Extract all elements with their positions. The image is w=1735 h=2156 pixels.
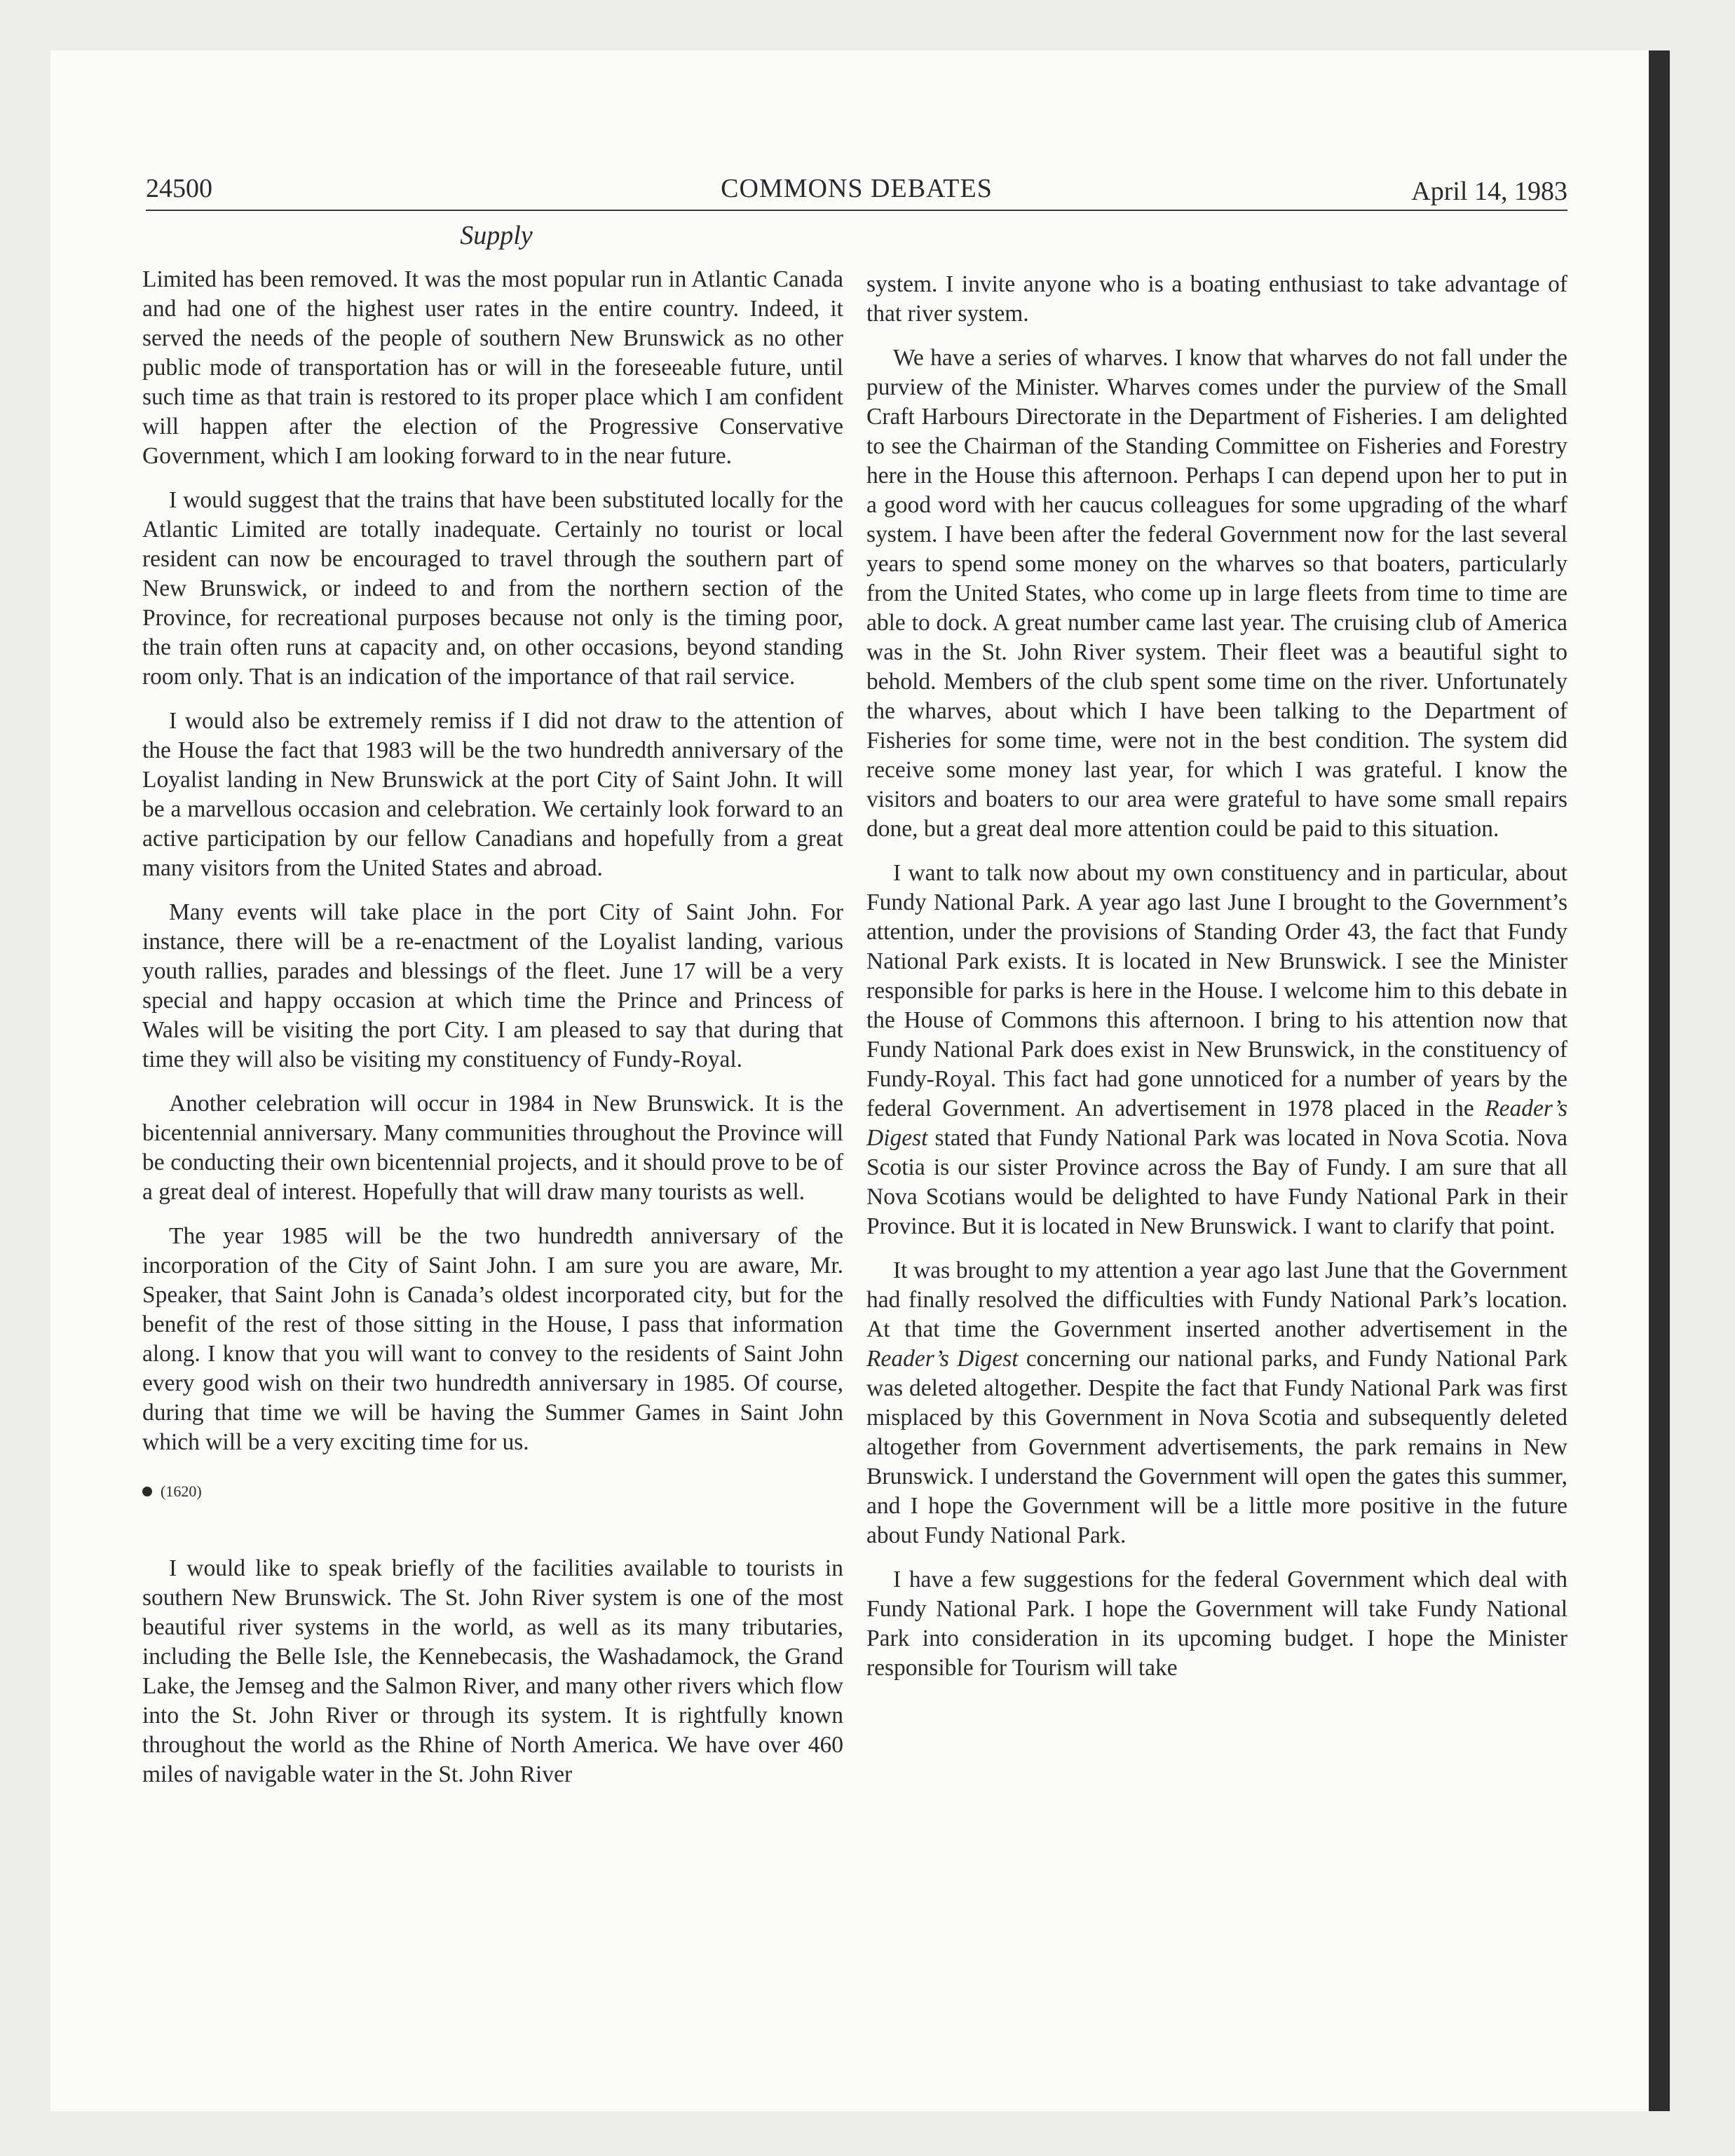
publication-title: COMMONS DEBATES: [721, 174, 993, 203]
paragraph: I have a few suggestions for the federal Government which deal with Fundy National Park. I hope the Government will take Fundy National Park into consideration in its upcoming budget. I hope the Minister responsible for Tourism will take: [866, 1567, 1567, 1681]
paragraph: Many events will take place in the port City of Saint John. For instance, there will be a re-enactment of the Loyalist landing, various youth rallies, parades and blessings of the fleet. June 17 will be a very special and happy occasion at which time the Prince and Princess of Wales will be visiting the port City. I am pleased to say that during that time they will also be visiting my constituency of Fundy-Royal.: [142, 899, 843, 1072]
paragraph-text: stated that Fundy National Park was located in Nova Scotia. Nova Scotia is our sister Province across the Bay of Fundy. I am sure that all Nova Scotians would be delighted to have Fundy National Park in their Province. But it is located in New Brunswick. I want to clarify that point.: [866, 1125, 1567, 1239]
paragraph: The year 1985 will be the two hundredth anniversary of the incorporation of the City of Saint John. I am sure you are aware, Mr. Speaker, that Saint John is Canada’s oldest incorporated city, but for the benefit of the rest of those sitting in the House, I pass that information along. I know that you will want to convey to the residents of Saint John every good wish on their two hundredth anniversary in 1985. Of course, during that time we will be having the Summer Games in Saint John which will be a very exciting time for us.: [142, 1223, 843, 1455]
scan-edge: [1649, 50, 1670, 2111]
paragraph: Another celebration will occur in 1984 in New Brunswick. It is the bicentennial anniversary. Many communities throughout the Province will be conducting their own bicentennial projects, and it should prove to be of a great deal of interest. Hopefully that will draw many tourists as well.: [142, 1091, 843, 1205]
paragraph-text: I want to talk now about my own constituency and in particular, about Fundy National Park. A year ago last June I brought to the Government’s attention, under the provisions of Standing Order 43, the fact that Fundy National Park exists. It is located in New Brunswick. I see the Minister responsible for parks is here in the House. I welcome him to this debate in the House of Commons this afternoon. I bring to his attention now that Fundy National Park does exist in New Brunswick, in the constituency of Fundy-Royal. This fact had gone unnoticed for a number of years by the federal Government. An advertisement in 1978 placed in the: [866, 860, 1567, 1121]
paragraph: I would like to speak briefly of the facilities available to tourists in southern New Brunswick. The St. John River system is one of the most beautiful river systems in the world, as well as its many tributaries, including the Belle Isle, the Kennebecasis, the Washadamock, the Grand Lake, the Jemseg and the Salmon River, and many other rivers which flow into the St. John River or through its system. It is rightfully known throughout the world as the Rhine of North America. We have over 460 miles of navigable water in the St. John River: [142, 1555, 843, 1787]
paragraph: I would suggest that the trains that have been substituted locally for the Atlantic Limited are totally inadequate. Certainly no tourist or local resident can now be encouraged to travel through the southern part of New Brunswick, or indeed to and from the northern section of the Province, for recreational purposes because not only is the timing poor, the train often runs at capacity and, on other occasions, beyond standing room only. That is an indication of the importance of that rail service.: [142, 487, 843, 690]
paragraph: [866, 859, 1567, 1241]
time-code: (1620): [161, 1482, 202, 1500]
paragraph: Limited has been removed. It was the most popular run in Atlantic Canada and had one of the highest user rates in the entire country. Indeed, it served the needs of the people of southern New Brunswick as no other public mode of transportation has or will in the foreseeable future, until such time as that train is restored to its proper place which I am confident will happen after the election of the Progressive Conservative Government, which I am looking forward to in the near future.: [142, 266, 843, 469]
paragraph: I would also be extremely remiss if I did not draw to the attention of the House the fact that 1983 will be the two hundredth anniversary of the Loyalist landing in New Brunswick at the port City of Saint John. It will be a marvellous occasion and celebration. We certainly look forward to an active participation by our fellow Canadians and hopefully from a great many visitors from the United States and abroad.: [142, 708, 843, 881]
paragraph: We have a series of wharves. I know that wharves do not fall under the purview of the Minister. Wharves comes under the purview of the Small Craft Harbours Directorate in the Department of Fisheries. I am delighted to see the Chairman of the Standing Committee on Fisheries and Forestry here in the House this afternoon. Perhaps I can depend upon her to put in a good word with her caucus colleagues for some upgrading of the wharf system. I have been after the federal Government now for the last several years to spend some money on the wharves so that boaters, particularly from the United States, who come up in large fleets from time to time are able to dock. A great number came last year. The cruising club of America was in the St. John River system. Their fleet was a beautiful sight to behold. Members of the club spent some time on the river. Unfortunately the wharves, about which I have been talking to the Department of Fisheries for some time, were not in the best condition. The system did receive some money last year, for which I was grateful. I know the visitors and boaters to our area were grateful to have some small repairs done, but a great deal more attention could be paid to this situation.: [866, 345, 1567, 842]
page-number: 24500: [146, 174, 212, 203]
left-column: [142, 265, 843, 1804]
bullet-icon: [142, 1487, 152, 1496]
publication-name: Reader’s Digest: [866, 1096, 1568, 1151]
section-heading: Supply: [460, 221, 533, 250]
paragraph-text: concerning our national parks, and Fundy National Park was deleted altogether. Despite the fact that Fundy National Park was first misplaced by this Government in Nova Scotia and subsequently deleted altogether from Government advertisements, the park remains in New Brunswick. I understand the Government will open the gates this summer, and I hope the Government will be a little more positive in the future about Fundy National Park.: [866, 1346, 1567, 1548]
paragraph: system. I invite anyone who is a boating enthusiast to take advantage of that river system.: [866, 271, 1567, 327]
publication-date: April 14, 1983: [1411, 177, 1567, 206]
paragraph: [866, 1256, 1567, 1550]
paragraph-text: It was brought to my attention a year ago last June that the Government had finally resolved the difficulties with Fundy National Park’s location. At that time the Government inserted another advertisement in the: [866, 1257, 1567, 1342]
right-column: [866, 270, 1567, 1698]
running-header: [146, 170, 1567, 211]
publication-name: Reader’s Digest: [866, 1346, 1019, 1372]
time-marker: [142, 1480, 843, 1502]
